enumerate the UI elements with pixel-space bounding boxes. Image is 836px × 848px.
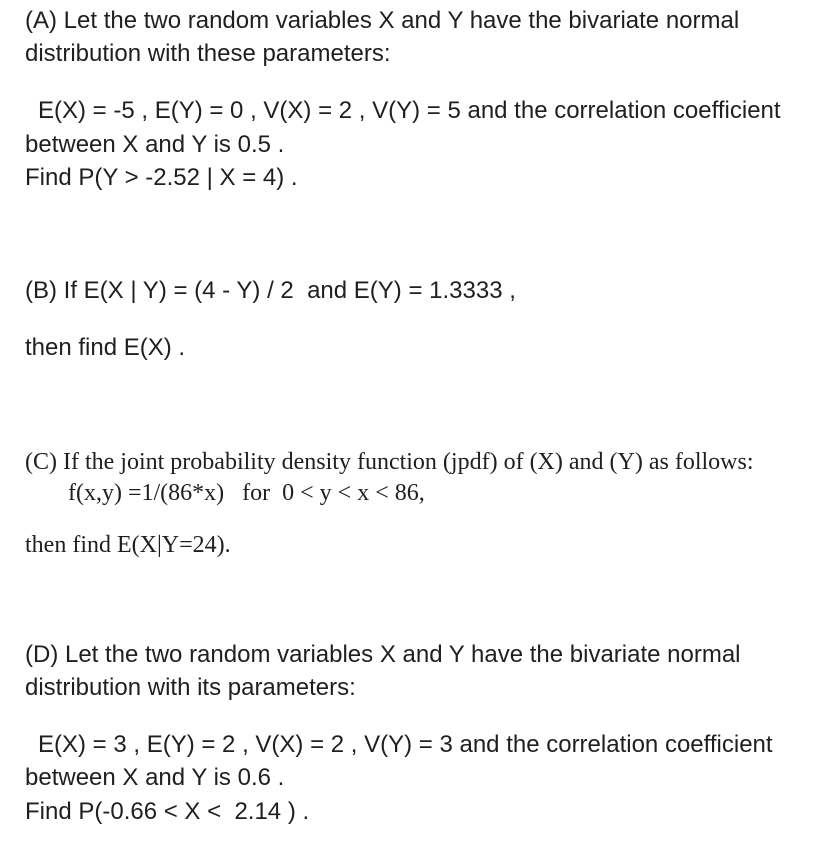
- problem-d-line-2: distribution with its parameters:: [25, 674, 356, 701]
- problem-d-line-4: between X and Y is 0.6 .: [25, 764, 285, 791]
- problem-d-line-1: (D) Let the two random variables X and Y have the bivariate normal: [25, 641, 741, 668]
- problem-a-line-4: between X and Y is 0.5 .: [25, 131, 285, 158]
- problem-d-parameters: E(X) = 3 , E(Y) = 2 , V(X) = 2 , V(Y) = 3 and the correlation coefficient: [38, 731, 773, 758]
- problem-b-line-1: (B) If E(X | Y) = (4 - Y) / 2 and E(Y) = 1.3333 ,: [25, 277, 516, 304]
- problem-d-question: Find P(-0.66 < X < 2.14 ) .: [25, 798, 310, 825]
- problem-c-jpdf: f(x,y) =1/(86*x) for 0 < y < x < 86,: [68, 480, 425, 506]
- problem-a-line-2: distribution with these parameters:: [25, 40, 391, 67]
- problem-b-question: then find E(X) .: [25, 334, 186, 361]
- problem-a-line-1: (A) Let the two random variables X and Y have the bivariate normal: [25, 7, 740, 34]
- problem-a-parameters: E(X) = -5 , E(Y) = 0 , V(X) = 2 , V(Y) = 5 and the correlation coefficient: [38, 97, 781, 124]
- problem-c-line-1: (C) If the joint probability density function (jpdf) of (X) and (Y) as follows:: [25, 449, 754, 475]
- problem-c-question: then find E(X|Y=24).: [25, 532, 231, 558]
- problem-a-question: Find P(Y > -2.52 | X = 4) .: [25, 164, 298, 191]
